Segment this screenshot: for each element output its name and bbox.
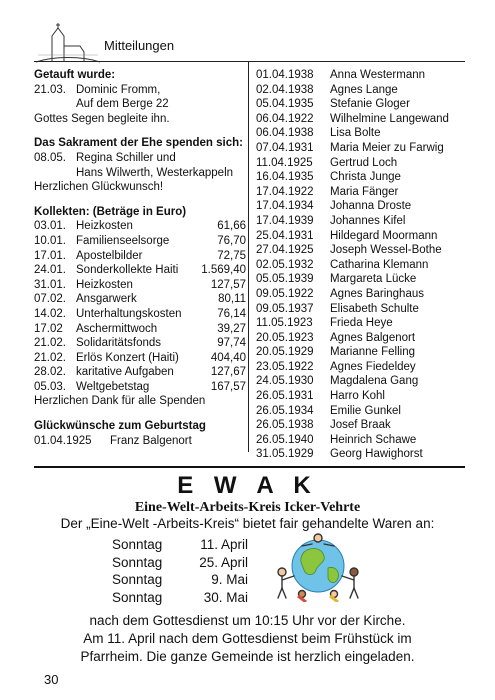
- birthday-list: [256, 68, 466, 462]
- marriage-entry: [34, 151, 246, 166]
- birthday-name: Franz Balgenort: [110, 434, 192, 447]
- baptism-name: Dominic Fromm,: [76, 83, 161, 96]
- collection-row: [34, 322, 246, 337]
- collection-amount: 127,57: [210, 278, 246, 291]
- birthday-row: [256, 214, 466, 229]
- birthday-row: [256, 83, 466, 98]
- marriage-congrats: Herzlichen Glückwunsch!: [34, 181, 164, 194]
- page-number: 30: [44, 672, 59, 687]
- collection-purpose: Ansgarwerk: [76, 293, 137, 306]
- collection-purpose: Heizkosten: [76, 220, 133, 233]
- birthday-row: [256, 156, 466, 171]
- ewak-date: 9. Mai: [211, 572, 248, 587]
- birthday-row: [256, 287, 466, 302]
- ewak-date: 11. April: [200, 537, 248, 552]
- birthday-name: Lisa Bolte: [330, 127, 381, 140]
- birthday-name: Agnes Balgenort: [330, 331, 416, 344]
- birthday-name: Maria Meier zu Farwig: [330, 141, 444, 154]
- birthday-row: [256, 447, 466, 462]
- header-rule: [34, 61, 465, 62]
- birthday-date: 20.05.1923: [256, 331, 314, 344]
- collection-date: 17.02: [34, 322, 63, 335]
- collection-row: [34, 263, 246, 278]
- birthday-date: 26.05.1934: [256, 404, 314, 417]
- birthday-name: Stefanie Gloger: [330, 98, 410, 111]
- birthday-name: Gertrud Loch: [330, 156, 398, 169]
- collection-purpose: Sonderkollekte Haiti: [76, 264, 179, 277]
- collection-purpose: Heizkosten: [76, 278, 133, 291]
- collection-purpose: Apostelbilder: [76, 249, 143, 262]
- birthday-row: [256, 374, 466, 389]
- birthday-row: [256, 68, 466, 83]
- collection-row: [34, 365, 246, 380]
- birthday-row: [256, 345, 466, 360]
- birthday-date: 11.05.1923: [256, 317, 313, 330]
- birthday-date: 09.05.1937: [256, 302, 314, 315]
- birthday-date: 05.04.1935: [256, 98, 314, 111]
- collection-amount: 72,75: [217, 249, 246, 262]
- birthday-name: Wilhelmine Langewand: [330, 112, 449, 125]
- birthday-name: Heinrich Schawe: [330, 433, 417, 446]
- birthday-date: 26.05.1931: [256, 390, 314, 403]
- birthday-date: 02.05.1932: [256, 258, 314, 271]
- birthday-date: 31.05.1929: [256, 448, 314, 461]
- birthday-date: 17.04.1934: [256, 200, 314, 213]
- section-title: Mitteilungen: [104, 38, 175, 53]
- birthday-name: Johanna Droste: [330, 200, 412, 213]
- collection-amount: 76,14: [217, 307, 246, 320]
- ewak-day: Sonntag: [112, 554, 163, 570]
- baptism-date: 21.03.: [34, 83, 66, 96]
- collection-date: 28.02.: [34, 366, 66, 379]
- ewak-date-row: [112, 589, 248, 607]
- birthday-name: Johannes Kifel: [330, 214, 406, 227]
- birthday-name: Joseph Wessel-Bothe: [330, 244, 442, 257]
- collection-row: [34, 307, 246, 322]
- collection-date: 21.02.: [34, 351, 66, 364]
- birthday-name: Maria Fänger: [330, 185, 399, 198]
- ewak-title: E W A K: [177, 472, 318, 499]
- ewak-divider: [34, 466, 465, 468]
- birthday-date: 07.04.1931: [256, 141, 314, 154]
- collection-row: [34, 351, 246, 366]
- collection-purpose: Aschermittwoch: [76, 322, 158, 335]
- birthday-name: Emilie Gunkel: [330, 404, 401, 417]
- birthday-name: Anna Westermann: [330, 69, 426, 81]
- ewak-date-row: [112, 536, 248, 554]
- ewak-line-2: Am 11. April nach dem Gottesdienst beim Frühstück im: [83, 631, 412, 646]
- collection-amount: 167,57: [210, 380, 246, 393]
- collection-row: [34, 380, 246, 395]
- ewak-subtitle: Eine-Welt-Arbeits-Kreis Icker-Vehrte: [134, 500, 361, 515]
- birthday-name: Harro Kohl: [330, 390, 385, 403]
- birthday-name: Magdalena Gang: [330, 375, 419, 388]
- ewak-day: Sonntag: [112, 589, 163, 605]
- birthday-row: [256, 404, 466, 419]
- birthday-row: [256, 272, 466, 287]
- birthday-row: [256, 418, 466, 433]
- collection-date: 03.01.: [34, 220, 66, 233]
- marriage-couple-line2: Hans Wilwerth, Westerkappeln: [76, 166, 234, 179]
- birthday-date: 16.04.1935: [256, 171, 314, 184]
- birthday-name: Georg Hawighorst: [330, 448, 423, 461]
- birthday-row: [256, 389, 466, 404]
- collection-amount: 80,11: [218, 293, 246, 306]
- collection-row: [34, 219, 246, 234]
- birthday-name: Agnes Lange: [330, 83, 398, 96]
- collection-purpose: Solidaritätsfonds: [76, 337, 162, 350]
- collection-amount: 39,27: [217, 322, 246, 335]
- birthday-row: [256, 302, 466, 317]
- baptism-address: Auf dem Berge 22: [76, 98, 169, 111]
- ewak-details: [0, 612, 495, 666]
- collections-thanks: Herzlichen Dank für alle Spenden: [34, 395, 206, 408]
- birthday-date: 23.05.1922: [256, 360, 314, 373]
- collection-row: [34, 292, 246, 307]
- birthday-date: 01.04.1925: [34, 434, 92, 447]
- birthday-row: [256, 112, 466, 127]
- collection-row: [34, 278, 246, 293]
- ewak-day: Sonntag: [112, 537, 163, 552]
- ewak-day: Sonntag: [112, 572, 163, 587]
- collection-date: 31.01.: [34, 278, 66, 291]
- birthday-date: 25.04.1931: [256, 229, 314, 242]
- birthday-date: 17.04.1939: [256, 214, 314, 227]
- baptism-entry: [34, 83, 246, 98]
- birthday-row: [256, 199, 466, 214]
- globe-children-icon: [272, 532, 364, 602]
- marriage-heading: Das Sakrament der Ehe spenden sich:: [34, 137, 243, 150]
- collections-heading: Kollekten: (Beträge in Euro): [34, 205, 187, 218]
- birthday-row: [256, 360, 466, 375]
- birthday-date: 11.04.1925: [256, 156, 313, 169]
- collection-amount: 1.569,40: [201, 264, 246, 277]
- birthday-date: 06.04.1938: [256, 127, 314, 140]
- church-logo-icon: [34, 22, 102, 66]
- collection-amount: 61,66: [217, 220, 246, 233]
- birthday-name: Agnes Fiedeldey: [330, 360, 416, 373]
- birthday-date: 02.04.1938: [256, 83, 314, 96]
- birthday-name: Margareta Lücke: [330, 273, 417, 286]
- collection-purpose: Erlös Konzert (Haiti): [76, 351, 179, 364]
- ewak-date-row: [112, 554, 248, 572]
- ewak-line-3: Pfarrheim. Die ganze Gemeinde ist herzlich eingeladen.: [80, 649, 415, 664]
- birthday-row: [256, 243, 466, 258]
- birthday-row: [256, 141, 466, 156]
- birthday-name: Agnes Baringhaus: [330, 287, 424, 300]
- birthday-row: [256, 97, 466, 112]
- collection-purpose: Familienseelsorge: [76, 234, 170, 247]
- birthday-name: Josef Braak: [330, 419, 391, 432]
- birthday-row: [256, 258, 466, 273]
- birthday-name: Christa Junge: [330, 171, 401, 184]
- baptism-heading: Getauft wurde:: [34, 69, 116, 81]
- marriage-date: 08.05.: [34, 151, 66, 164]
- birthday-date: 26.05.1938: [256, 419, 314, 432]
- collection-date: 05.03.: [34, 380, 66, 393]
- ewak-date-row: [112, 571, 248, 589]
- left-column: [34, 68, 246, 448]
- birthday-date: 24.05.1930: [256, 375, 314, 388]
- ewak-intro: Der „Eine-Welt -Arbeits-Kreis“ bietet fair gehandelte Waren an:: [60, 516, 435, 531]
- birthday-row: [256, 316, 466, 331]
- birthday-date: 09.05.1922: [256, 287, 314, 300]
- birthday-date: 05.05.1939: [256, 273, 314, 286]
- birthday-name: Marianne Felling: [330, 346, 416, 359]
- birthday-name: Elisabeth Schulte: [330, 302, 419, 315]
- ewak-date: 30. Mai: [203, 589, 248, 605]
- ewak-date: 25. April: [199, 554, 248, 570]
- collection-amount: 127,67: [210, 366, 246, 379]
- collections-table: [34, 219, 246, 394]
- collection-row: [34, 336, 246, 351]
- birthday-row: [256, 185, 466, 200]
- birthday-date: 06.04.1922: [256, 112, 314, 125]
- birthday-date: 01.04.1938: [256, 69, 314, 81]
- collection-date: 07.02.: [34, 293, 66, 306]
- birthday-name: Hildegard Moormann: [330, 229, 438, 242]
- collection-row: [34, 234, 246, 249]
- collection-date: 24.01.: [34, 264, 66, 277]
- column-divider: [248, 62, 249, 452]
- birthday-row: [256, 170, 466, 185]
- birthday-name: Catharina Klemann: [330, 258, 429, 271]
- marriage-couple-line1: Regina Schiller und: [76, 151, 176, 164]
- birthday-date: 26.05.1940: [256, 433, 314, 446]
- birthday-date: 17.04.1922: [256, 185, 314, 198]
- collection-purpose: Weltgebetstag: [76, 380, 150, 393]
- collection-purpose: karitative Aufgaben: [76, 366, 174, 379]
- collection-date: 14.02.: [34, 307, 66, 320]
- birthday-date: 20.05.1929: [256, 346, 314, 359]
- collection-amount: 76,70: [217, 234, 246, 247]
- ewak-dates: [112, 536, 248, 606]
- birthday-name: Frieda Heye: [330, 317, 393, 330]
- birthday-date: 27.04.1925: [256, 244, 314, 257]
- birthday-row: [256, 331, 466, 346]
- birthdays-heading: Glückwünsche zum Geburtstag: [34, 420, 206, 433]
- collection-amount: 97,74: [217, 337, 246, 350]
- collection-purpose: Unterhaltungskosten: [76, 307, 182, 320]
- collection-date: 17.01.: [34, 249, 66, 262]
- collection-row: [34, 249, 246, 264]
- collection-date: 21.02.: [34, 337, 66, 350]
- collection-amount: 404,40: [210, 351, 246, 364]
- birthday-row: [256, 229, 466, 244]
- baptism-blessing: Gottes Segen begleite ihn.: [34, 112, 170, 125]
- birthday-row: [34, 434, 246, 449]
- birthday-row: [256, 126, 466, 141]
- collection-date: 10.01.: [34, 234, 66, 247]
- birthday-row: [256, 433, 466, 448]
- ewak-line-1: nach dem Gottesdienst um 10:15 Uhr vor der Kirche.: [89, 613, 406, 628]
